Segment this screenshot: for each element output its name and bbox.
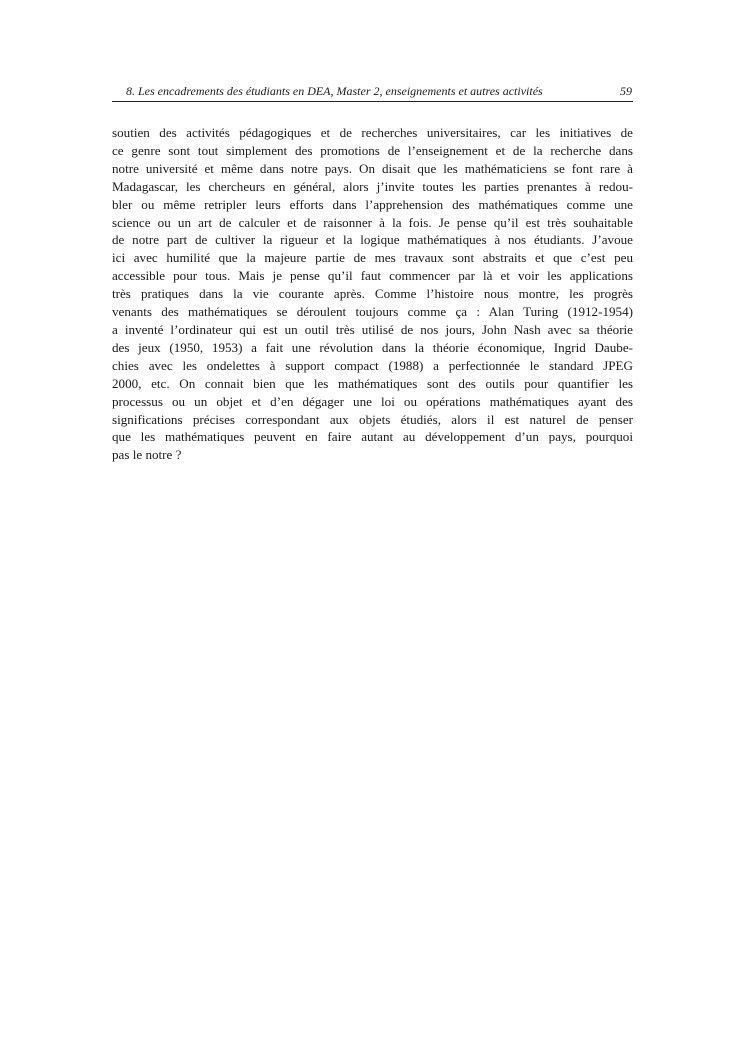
text-line: science ou un art de calculer et de raisonner à la fois. Je pense qu’il est très souhaitable xyxy=(112,214,633,230)
text-line: 2000, etc. On connait bien que les mathématiques sont des outils pour quantifier les xyxy=(112,375,633,391)
text-line: significations précises correspondant aux objets étudiés, alors il est naturel de penser xyxy=(112,411,633,427)
text-line: ce genre sont tout simplement des promotions de l’enseignement et de la recherche dans xyxy=(112,142,633,158)
running-header xyxy=(112,80,633,102)
text-line: des jeux (1950, 1953) a fait une révolution dans la théorie économique, Ingrid Daube- xyxy=(112,339,633,355)
text-line: ici avec humilité que la majeure partie de mes travaux sont abstraits et que c’est peu xyxy=(112,250,633,266)
text-line: bler ou même retripler leurs efforts dans l’apprehension des mathématiques comme une xyxy=(112,196,633,212)
text-line: processus ou un objet et d’en dégager une loi ou opérations mathématiques ayant des xyxy=(112,393,633,409)
chapter-title: 8. Les encadrements des étudiants en DEA, Master 2, enseignements et autres activités xyxy=(126,84,543,98)
text-line: de notre part de cultiver la rigueur et la logique mathématiques à nos étudiants. J’avoue xyxy=(112,232,633,248)
text-line: très pratiques dans la vie courante après. Comme l’histoire nous montre, les progrès xyxy=(112,286,633,302)
text-line: soutien des activités pédagogiques et de recherches universitaires, car les initiatives de xyxy=(112,125,633,140)
text-line: Madagascar, les chercheurs en général, alors j’invite toutes les parties prenantes à redou- xyxy=(112,178,633,194)
text-line: venants des mathématiques se déroulent toujours comme ça : Alan Turing (1912-1954) xyxy=(112,304,633,320)
text-line: chies avec les ondelettes à support compact (1988) a perfectionnée le standard JPEG xyxy=(112,357,633,373)
page-number: 59 xyxy=(620,84,632,98)
text-line: accessible pour tous. Mais je pense qu’il faut commencer par là et voir les applications xyxy=(112,268,633,284)
text-line: notre université et même dans notre pays. On disait que les mathématiciens se font rare à xyxy=(112,160,633,176)
text-line: pas le notre ? xyxy=(112,447,182,463)
text-line: a inventé l’ordinateur qui est un outil très utilisé de nos jours, John Nash avec sa théorie xyxy=(112,321,633,337)
text-line: que les mathématiques peuvent en faire autant au développement d’un pays, pourquoi xyxy=(112,429,633,445)
body-paragraph xyxy=(112,124,633,464)
